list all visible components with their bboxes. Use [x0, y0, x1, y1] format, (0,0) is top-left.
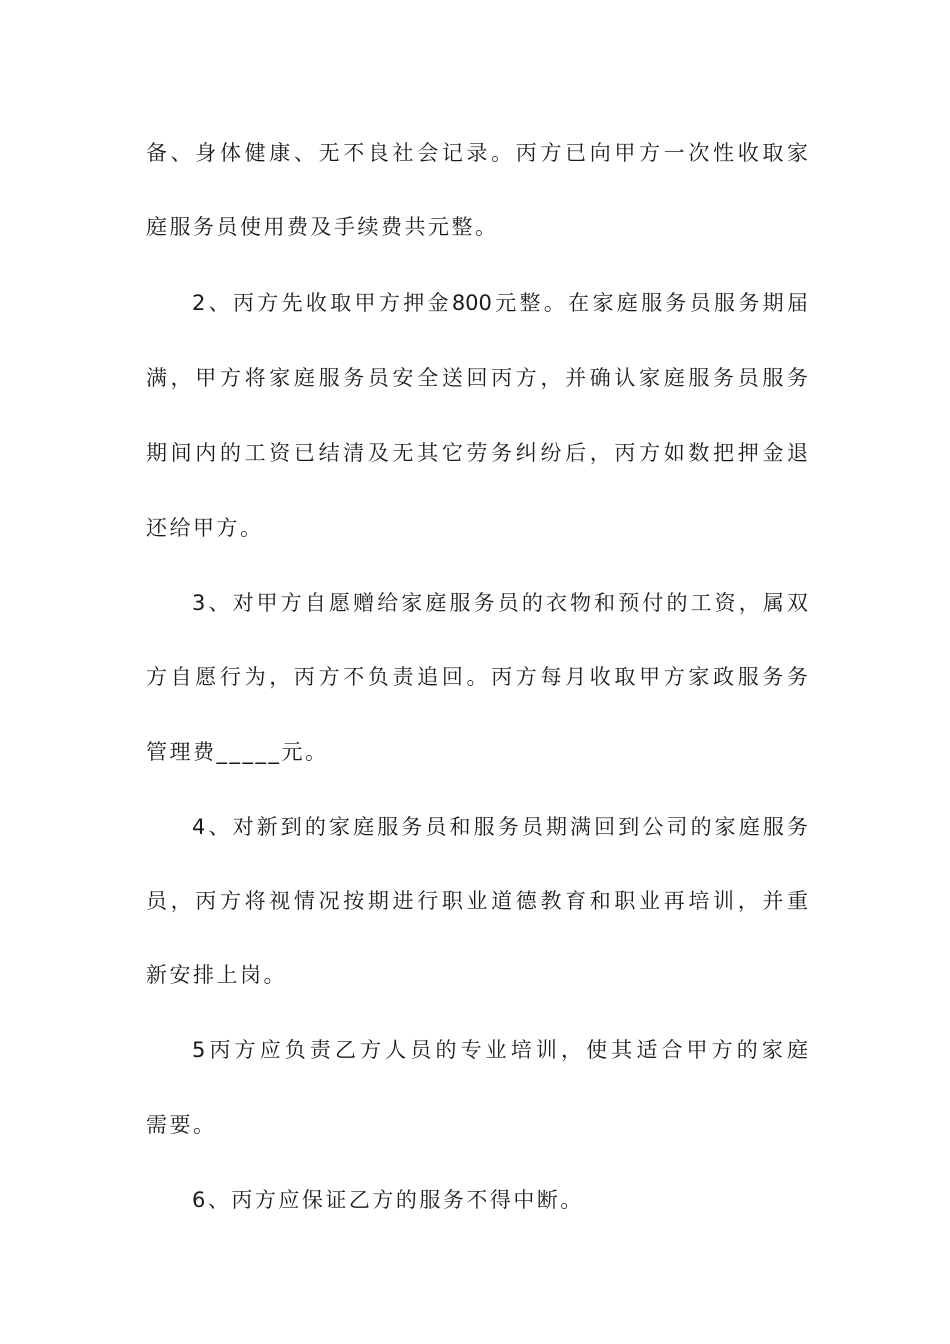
- text-line: 新安排上岗。: [146, 963, 287, 987]
- text-line: 满，甲方将家庭服务员安全送回丙方，并确认家庭服务员服务: [146, 366, 808, 390]
- text-line: 期间内的工资已结清及无其它劳务纠纷后，丙方如数把押金退: [146, 441, 808, 465]
- text-line: 庭服务员使用费及手续费共元整。: [146, 215, 499, 239]
- text-line: 方自愿行为，丙方不负责追回。丙方每月收取甲方家政服务务: [146, 665, 808, 689]
- text-line: 管理费_____元。: [146, 740, 329, 764]
- text-line: 员，丙方将视情况按期进行职业道德教育和职业再培训，并重: [146, 889, 808, 913]
- text-line: 备、身体健康、无不良社会记录。丙方已向甲方一次性收取家: [146, 141, 808, 165]
- paragraph-5-start: 5丙方应负责乙方人员的专业培训，使其适合甲方的家庭: [192, 1038, 808, 1062]
- text-line: 需要。: [146, 1113, 217, 1137]
- text-line: 还给甲方。: [146, 516, 264, 540]
- paragraph-6-start: 6、丙方应保证乙方的服务不得中断。: [192, 1188, 584, 1212]
- paragraph-3-start: 3、对甲方自愿赠给家庭服务员的衣物和预付的工资，属双: [192, 591, 808, 615]
- paragraph-2-start: 2、丙方先收取甲方押金800元整。在家庭服务员服务期届: [192, 291, 808, 315]
- paragraph-4-start: 4、对新到的家庭服务员和服务员期满回到公司的家庭服务: [192, 815, 808, 839]
